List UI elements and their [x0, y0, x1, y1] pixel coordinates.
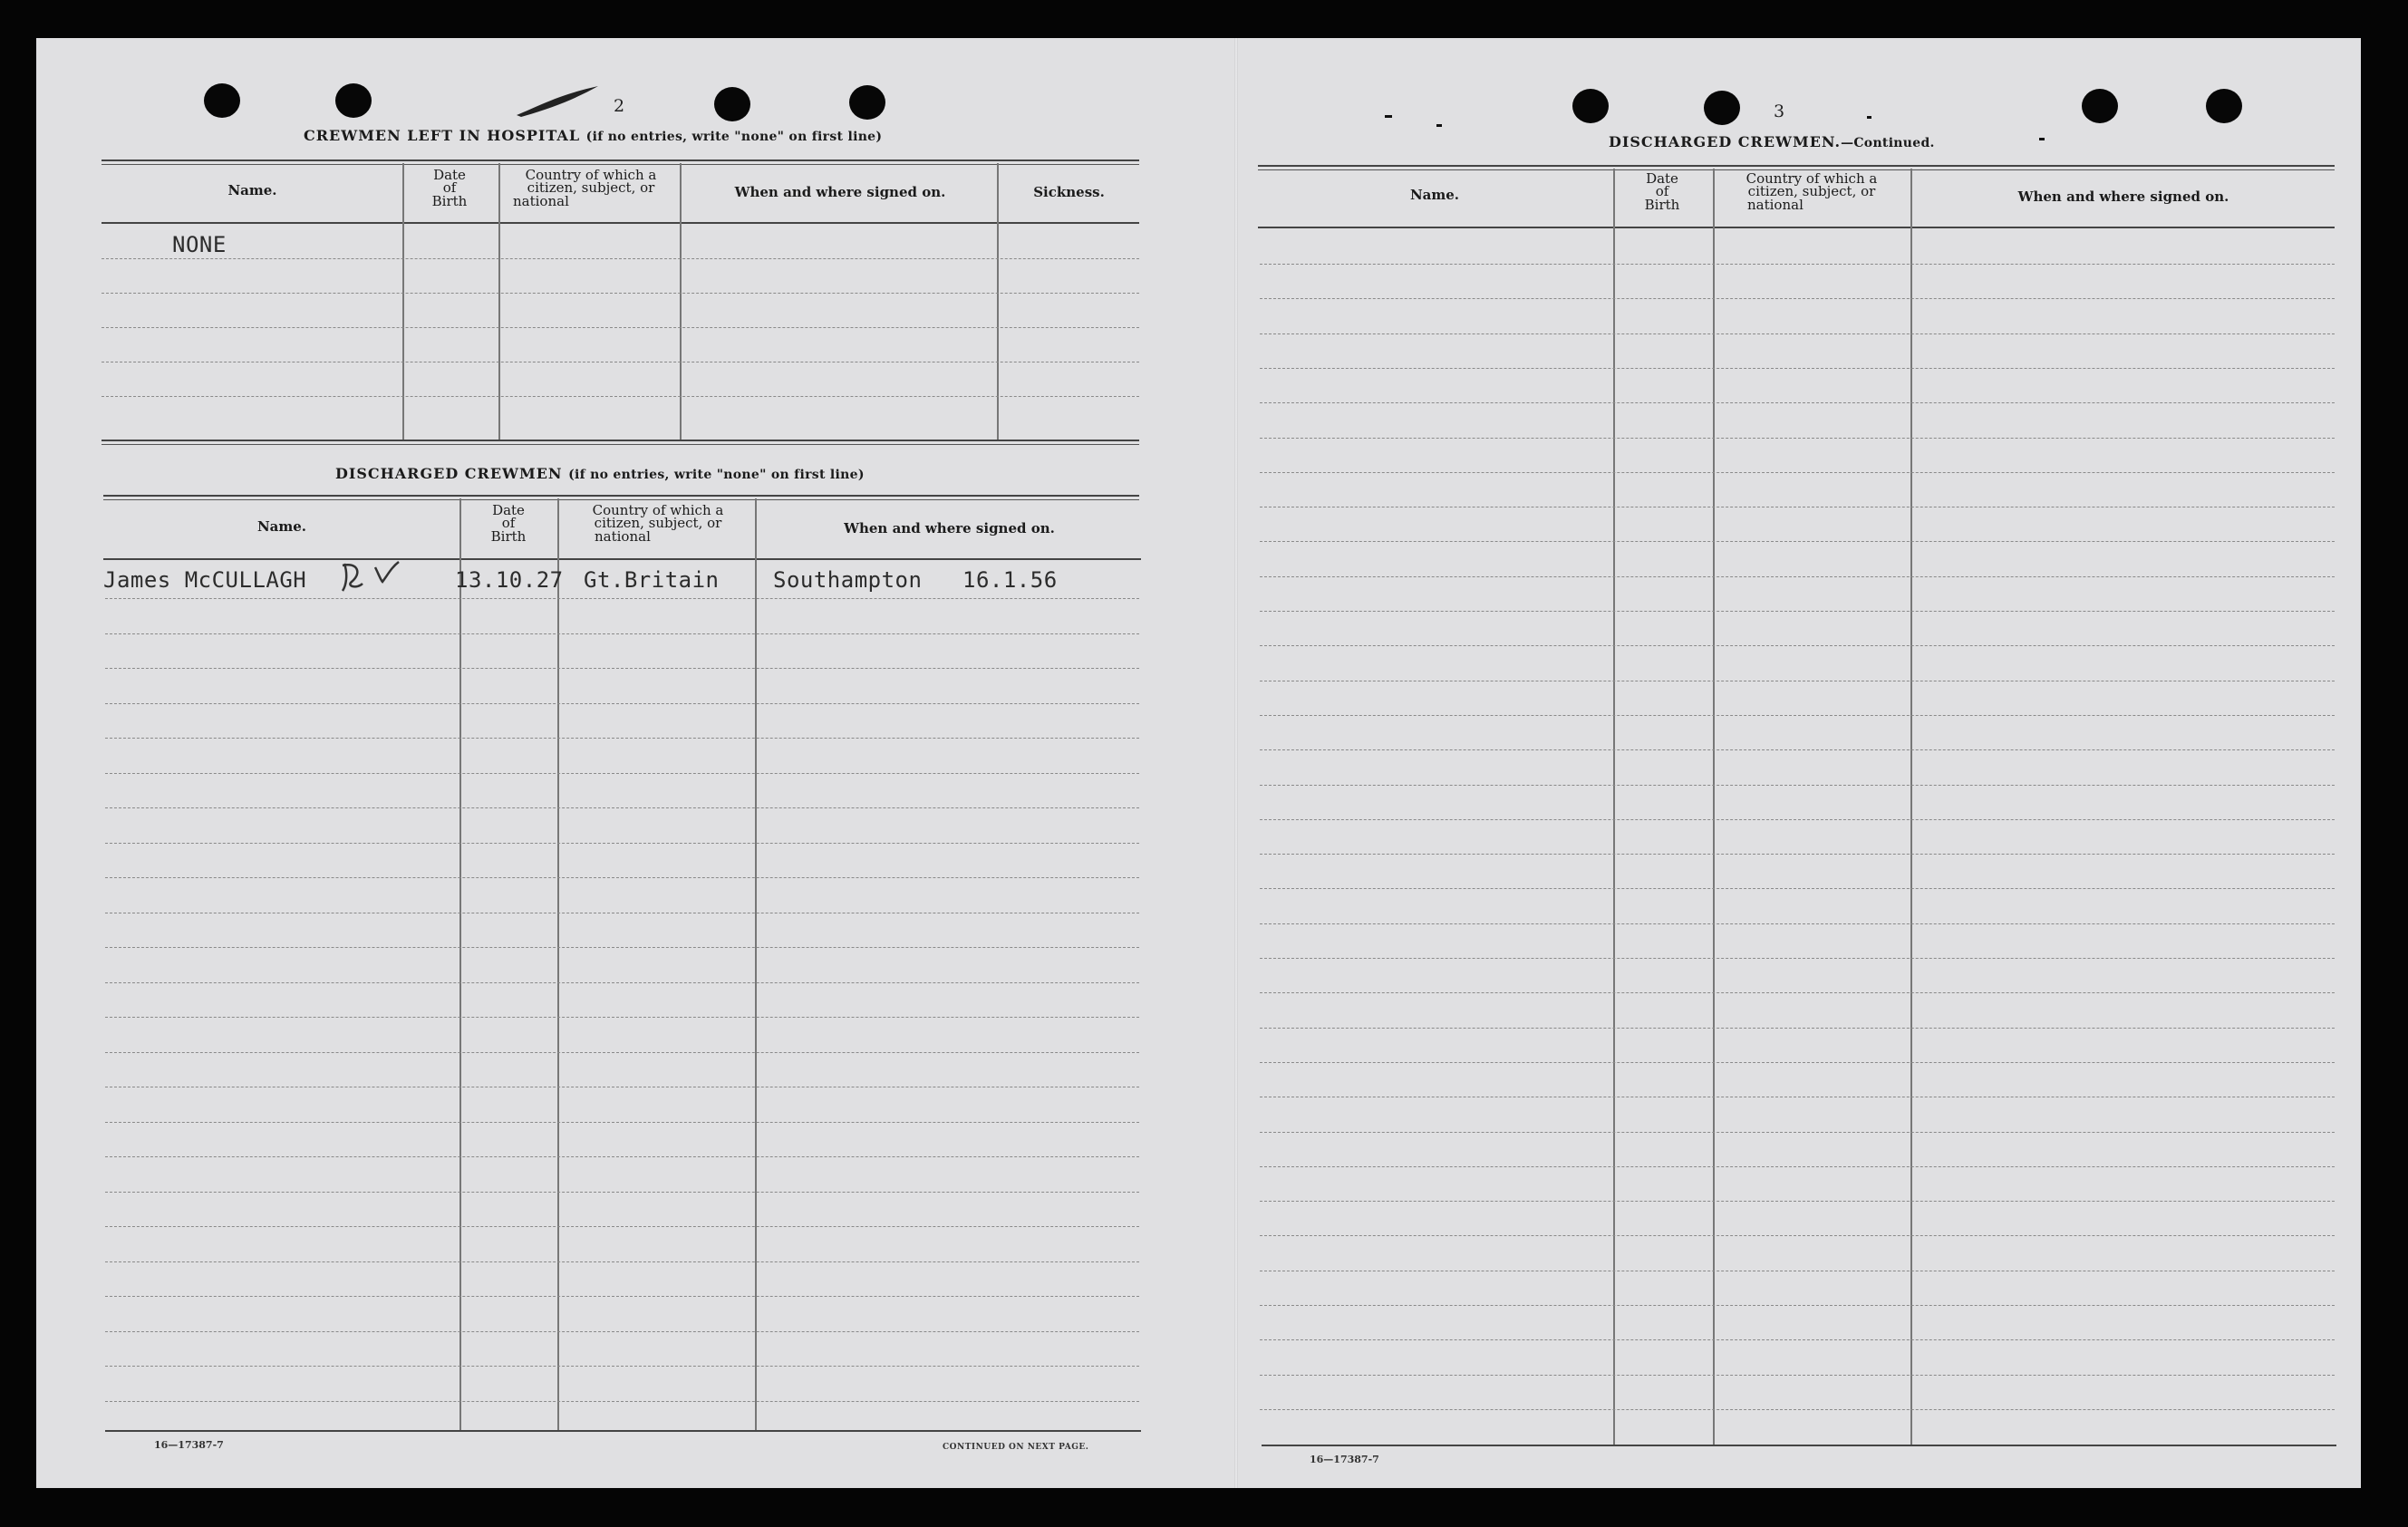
hospital-header-rule	[102, 222, 1139, 224]
ink-speck	[2039, 138, 2045, 140]
dob-line-2: of	[1655, 183, 1669, 200]
hospital-col-country	[500, 169, 682, 208]
country-line-3: national	[513, 192, 569, 209]
country-line-2: citizen, subject, or	[594, 515, 722, 532]
country-line-1: Country of which a	[1746, 170, 1878, 187]
ink-speck	[1867, 116, 1871, 119]
ink-smudge	[512, 79, 603, 124]
dob-line-1: Date	[433, 167, 466, 183]
discharged-instruction: (if no entries, write "none" on first line)	[568, 468, 865, 482]
ruled-line	[1260, 1409, 2335, 1410]
hospital-divider	[402, 163, 404, 441]
discharged-entry-signed-place: Southampton	[773, 567, 923, 593]
punch-hole	[1572, 89, 1609, 123]
hospital-col-name: Name.	[227, 182, 277, 198]
ruled-line	[105, 1156, 1139, 1157]
ruled-line	[1260, 438, 2335, 439]
center-fold	[1234, 38, 1238, 1488]
ruled-line	[105, 982, 1139, 983]
hospital-col-dob	[402, 169, 497, 208]
right-header-rule	[1258, 227, 2335, 228]
discharged-col-signed: When and where signed on.	[844, 520, 1055, 536]
discharged-col-dob	[460, 504, 556, 543]
discharged-divider	[459, 498, 461, 1432]
dob-line-3: Birth	[490, 527, 527, 545]
ruled-line	[1260, 333, 2335, 334]
discharged-entry-dob: 13.10.27	[455, 567, 564, 593]
dob-line-2: of	[442, 179, 457, 197]
ink-speck	[1436, 124, 1442, 127]
ruled-line	[1260, 888, 2335, 889]
ruled-line	[105, 1017, 1139, 1018]
discharged-title-text: DISCHARGED CREWMEN	[335, 465, 563, 482]
handwritten-initials	[335, 555, 408, 594]
hospital-top-rule	[102, 159, 1139, 161]
ruled-line	[105, 598, 1139, 599]
ruled-line	[1260, 715, 2335, 716]
discharged-header-rule	[103, 558, 1141, 560]
hospital-divider	[997, 163, 999, 441]
ruled-line	[105, 1226, 1139, 1227]
ruled-line	[1260, 992, 2335, 993]
form-number-right: 16—17387-7	[1310, 1454, 1379, 1465]
ruled-line	[1260, 645, 2335, 646]
right-col-dob	[1613, 172, 1711, 211]
ruled-line	[1260, 749, 2335, 750]
right-divider	[1713, 169, 1715, 1446]
continued-note: CONTINUED ON NEXT PAGE.	[943, 1443, 1089, 1452]
right-divider	[1613, 169, 1615, 1446]
ruled-line	[1260, 298, 2335, 299]
hospital-title-text: CREWMEN LEFT IN HOSPITAL	[304, 127, 581, 144]
form-number-left: 16—17387-7	[154, 1439, 224, 1451]
document-sheet	[36, 38, 2361, 1488]
ruled-line	[102, 327, 1139, 328]
punch-hole	[204, 83, 240, 118]
ruled-line	[105, 703, 1139, 704]
discharged-entry-country: Gt.Britain	[584, 567, 720, 593]
ruled-line	[1260, 854, 2335, 855]
punch-hole	[335, 83, 372, 118]
ruled-line	[105, 877, 1139, 878]
ruled-line	[1260, 472, 2335, 473]
hospital-bottom-rule	[102, 440, 1139, 441]
dob-line-3: Birth	[1644, 196, 1680, 213]
ruled-line	[1260, 923, 2335, 924]
ruled-line	[105, 668, 1139, 669]
ruled-line	[1260, 1305, 2335, 1306]
country-line-3: national	[595, 527, 651, 545]
discharged-entry-signed-date: 16.1.56	[962, 567, 1058, 593]
ruled-line	[1260, 1235, 2335, 1236]
ruled-line	[105, 633, 1139, 634]
right-col-signed: When and where signed on.	[2017, 188, 2229, 205]
right-top-rule	[1258, 165, 2335, 167]
ruled-line	[1260, 264, 2335, 265]
discharged-section-title	[335, 465, 865, 482]
discharged-divider	[755, 498, 757, 1432]
punch-hole	[1704, 91, 1740, 125]
dob-line-1: Date	[492, 502, 525, 518]
ruled-line	[1260, 402, 2335, 403]
right-col-country	[1713, 172, 1910, 211]
ruled-line	[105, 773, 1139, 774]
ruled-line	[1260, 1339, 2335, 1340]
hospital-instruction: (if no entries, write "none" on first line)	[585, 130, 883, 144]
discharged-col-country	[560, 504, 756, 543]
ruled-line	[1260, 1166, 2335, 1167]
page-number-right: 3	[1774, 101, 1785, 121]
ruled-line	[1260, 576, 2335, 577]
ruled-line	[1260, 1132, 2335, 1133]
discharged-col-name: Name.	[256, 518, 307, 535]
ruled-line	[1260, 819, 2335, 820]
ruled-line	[1260, 1028, 2335, 1029]
punch-hole	[2082, 89, 2118, 123]
ruled-line	[105, 807, 1139, 808]
punch-hole	[2206, 89, 2242, 123]
country-line-3: national	[1747, 196, 1804, 213]
ruled-line	[1260, 958, 2335, 959]
ruled-line	[102, 396, 1139, 397]
punch-hole	[849, 85, 885, 120]
discharged-bottom-rule	[105, 1430, 1141, 1432]
ruled-line	[105, 1366, 1139, 1367]
page-number-left: 2	[614, 96, 625, 116]
ruled-line	[1260, 368, 2335, 369]
ruled-line	[102, 258, 1139, 259]
ruled-line	[105, 843, 1139, 844]
discharged-top-rule	[103, 495, 1139, 497]
hospital-divider	[680, 163, 682, 441]
dob-line-1: Date	[1646, 170, 1678, 187]
ruled-line	[105, 1331, 1139, 1332]
ruled-line	[102, 293, 1139, 294]
ruled-line	[1260, 611, 2335, 612]
hospital-divider	[498, 163, 500, 441]
ruled-line	[105, 1401, 1139, 1402]
ruled-line	[105, 1296, 1139, 1297]
ink-speck	[1385, 115, 1392, 118]
ruled-line	[1260, 1201, 2335, 1202]
hospital-col-signed: When and where signed on.	[734, 184, 946, 200]
ruled-line	[105, 1052, 1139, 1053]
ruled-line	[1260, 541, 2335, 542]
right-title-text: DISCHARGED CREWMEN.	[1609, 133, 1842, 150]
country-line-1: Country of which a	[525, 167, 657, 183]
ruled-line	[1260, 785, 2335, 786]
ruled-line	[105, 738, 1139, 739]
country-line-1: Country of which a	[592, 502, 724, 518]
right-divider	[1910, 169, 1912, 1446]
discharged-entry-name: James McCULLAGH	[103, 567, 307, 593]
dob-line-3: Birth	[431, 192, 468, 209]
country-line-2: citizen, subject, or	[1747, 183, 1876, 200]
hospital-col-sickness: Sickness.	[1033, 184, 1105, 200]
ruled-line	[105, 1192, 1139, 1193]
right-title-suffix: —Continued.	[1841, 136, 1935, 150]
ruled-line	[105, 947, 1139, 948]
punch-hole	[714, 87, 750, 121]
hospital-entry-name: NONE	[172, 232, 227, 257]
dob-line-2: of	[501, 515, 516, 532]
ruled-line	[105, 1261, 1139, 1262]
right-bottom-rule	[1262, 1445, 2336, 1446]
country-line-2: citizen, subject, or	[527, 179, 655, 197]
ruled-line	[1260, 1062, 2335, 1063]
discharged-divider	[557, 498, 559, 1432]
hospital-section-title	[304, 127, 882, 144]
right-section-title	[1609, 133, 1935, 150]
ruled-line	[105, 1122, 1139, 1123]
ruled-line	[1260, 1375, 2335, 1376]
right-col-name: Name.	[1409, 187, 1460, 203]
